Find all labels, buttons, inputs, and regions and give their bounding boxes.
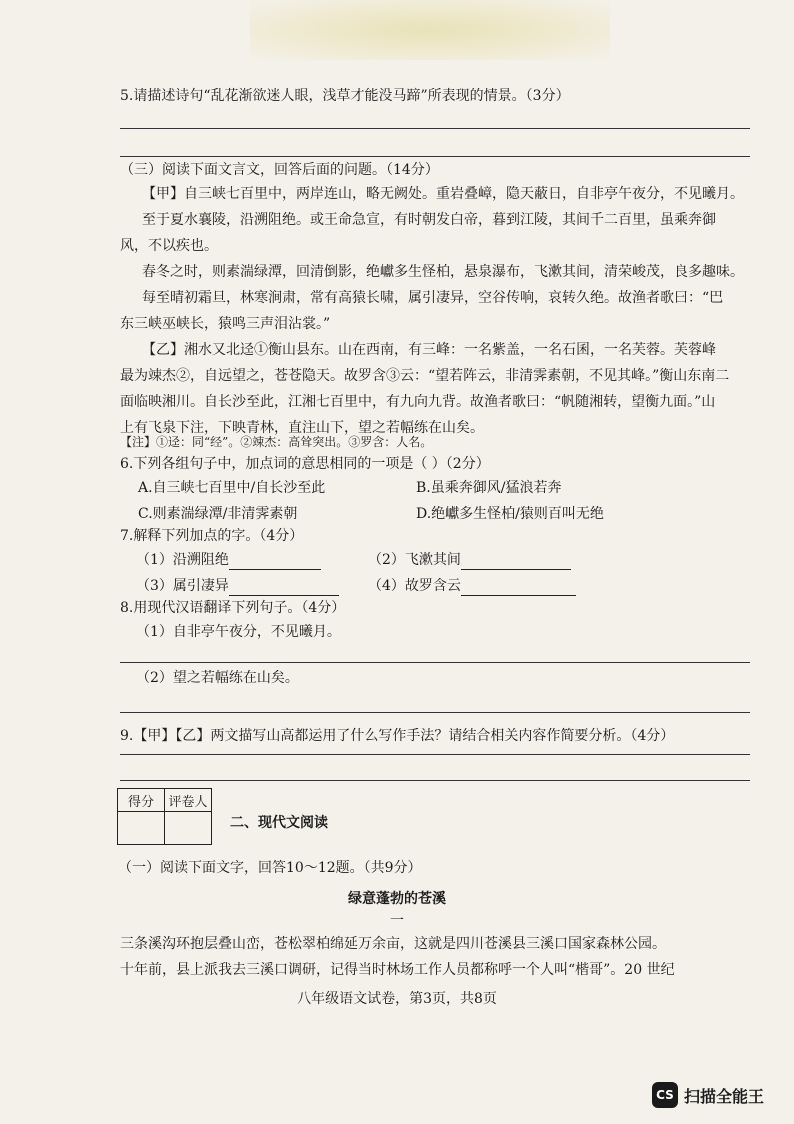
subsection-1-header: （一）阅读下面文字，回答10～12题。（共9分） [118,860,422,876]
passage-yi-line: 最为竦杰②，自远望之，苍苍隐天。故罗含③云：“望若阵云，非清霁素朝，不见其峰。”衡山东南二 [120,368,730,384]
passage-jia-line: 东三峡巫峡长，猿鸣三声泪沾裳。” [120,316,331,332]
grader-header: 评卷人 [165,789,212,812]
score-table [117,788,212,845]
item-text: （2）飞漱其间 [368,552,461,568]
question-6-stem: 6.下列各组句子中，加点词的意思相同的一项是（ ）（2分） [120,456,490,472]
logo-text: 扫描全能王 [684,1086,765,1106]
page-footer: 八年级语文试卷，第3页，共8页 [297,991,497,1007]
question-7-item [136,550,321,570]
passage-yi-line: 面临映湘川。自长沙至此，江湘七百里中，有九向九背。故渔者歌曰：“帆随湘转，望衡九面。”山 [120,394,716,410]
answer-line [120,128,750,129]
question-7-item [368,550,571,570]
question-5: 5.请描述诗句“乱花渐欲迷人眼，浅草才能没马蹄”所表现的情景。（3分） [120,88,570,104]
item-text: （3）属引凄异 [136,578,229,594]
section-3-header: （三）阅读下面文言文，回答后面的问题。（14分） [120,162,439,178]
passage-yi-line: 上有飞泉下注，下映青林，直注山下，望之若幅练在山矣。 [120,420,484,436]
article-title: 绿意蓬勃的苍溪 [348,891,446,907]
option-c: C.则素湍绿潭/非清霁素朝 [138,506,298,522]
section-modern-reading: 二、现代文阅读 [230,815,328,831]
answer-line[interactable] [120,754,750,755]
article-line: 三条溪沟环抱层叠山峦，苍松翠柏绵延万余亩，这就是四川苍溪县三溪口国家森林公园。 [120,936,666,952]
item-text: （1）沿溯阻绝 [136,552,229,568]
scanner-logo [652,1082,764,1108]
passage-jia-line: 风，不以疾也。 [120,238,218,254]
annotation-note: 【注】①迳：同“经”。②竦杰：高耸突出。③罗含：人名。 [120,435,433,449]
passage-jia-line: 春冬之时，则素湍绿潭，回清倒影，绝巘多生怪柏，悬泉瀑布，飞漱其间，清荣峻茂，良多趣味。 [142,264,744,280]
score-header: 得分 [118,789,165,812]
fill-blank[interactable] [229,579,339,596]
article-part-number: 一 [390,913,404,929]
option-b: B.虽乘奔御风/猛浪若奔 [416,480,562,496]
score-cell[interactable] [118,812,165,845]
question-7-stem: 7.解释下列加点的字。（4分） [120,528,304,544]
fill-blank[interactable] [461,553,571,570]
option-d: D.绝巘多生怪柏/猿则百叫无绝 [416,506,604,522]
article-line: 十年前，县上派我去三溪口调研，记得当时林场工作人员都称呼一个人叫“楷哥”。20 世纪 [120,962,675,978]
passage-yi-line: 【乙】湘水又北迳①衡山县东。山在西南，有三峰：一名紫盖，一名石囷，一名芙蓉。芙蓉峰 [142,342,716,358]
scan-smudge [250,0,610,60]
question-8-item-2: （2）望之若幅练在山矣。 [136,670,299,686]
item-text: （4）故罗含云 [368,578,461,594]
passage-jia-line: 至于夏水襄陵，沿溯阻绝。或王命急宣，有时朝发白帝，暮到江陵，其间千二百里，虽乘奔御 [142,212,716,228]
cs-logo-icon: CS [652,1082,678,1108]
answer-line [120,156,750,157]
answer-line[interactable] [120,780,750,781]
question-9: 9.【甲】【乙】两文描写山高都运用了什么写作手法？请结合相关内容作简要分析。（4分） [120,728,675,744]
grader-cell[interactable] [165,812,212,845]
passage-jia-line: 每至晴初霜旦，林寒涧肃，常有高猿长啸，属引凄异，空谷传响，哀转久绝。故渔者歌曰：“巴 [142,290,724,306]
question-8-item-1: （1）自非亭午夜分，不见曦月。 [136,624,341,640]
passage-jia-line: 【甲】自三峡七百里中，两岸连山，略无阙处。重岩叠嶂，隐天蔽日，自非亭午夜分，不见曦月。 [142,186,744,202]
question-7-item [368,576,576,596]
question-7-item [136,576,339,596]
fill-blank[interactable] [461,579,576,596]
fill-blank[interactable] [229,553,321,570]
answer-line[interactable] [120,662,750,663]
question-8-stem: 8.用现代汉语翻译下列句子。（4分） [120,600,346,616]
answer-line[interactable] [120,712,750,713]
option-a: A.自三峡七百里中/自长沙至此 [138,480,326,496]
